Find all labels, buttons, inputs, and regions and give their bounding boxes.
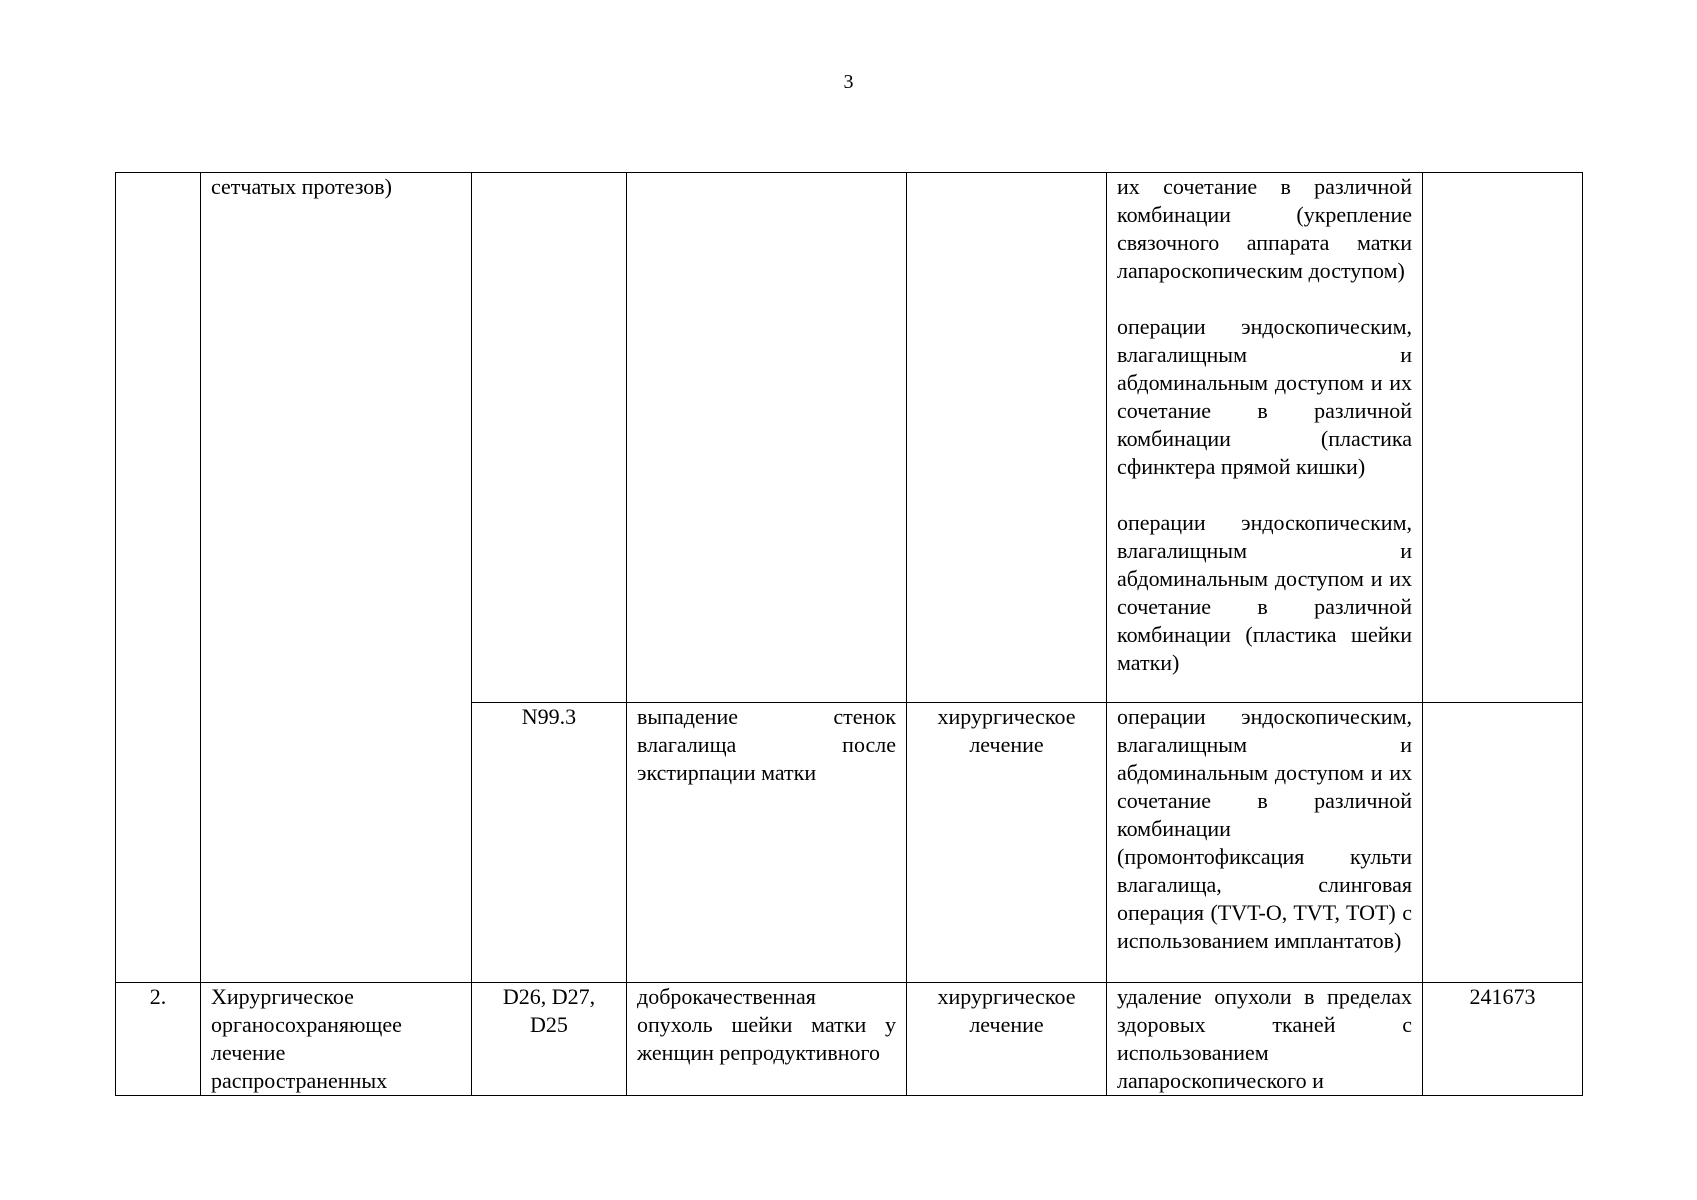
treatment-method-cell — [1107, 703, 1423, 983]
treatment-method-text: операции эндоскопическим, влагалищным и абдоминальным доступом и их сочетание в различной комбинации (пластика шейки матки) — [1117, 510, 1412, 675]
treatment-type-cell — [907, 983, 1107, 1096]
diagnosis-cell — [627, 173, 907, 703]
treatment-method-text: операции эндоскопическим, влагалищным и абдоминальным доступом и их сочетание в различной комбинации (промонтофиксация культи влагалища, слинговая операция (TVT-O, TVT, TOT) с использованием имплантатов) — [1117, 704, 1412, 953]
icd-code-text: N99.3 — [521, 704, 577, 729]
treatment-table — [115, 172, 1583, 1096]
profile-name-cell — [201, 983, 472, 1096]
treatment-method-text: операции эндоскопическим, влагалищным и абдоминальным доступом и их сочетание в различной комбинации (пластика сфинктера прямой кишки) — [1117, 314, 1412, 479]
profile-name-text: сетчатых протезов) — [211, 174, 392, 199]
row-number-text: 2. — [149, 984, 167, 1009]
treatment-type-cell — [907, 173, 1107, 703]
diagnosis-text: выпадение стенок влагалища после экстирпации матки — [637, 704, 896, 785]
cost-cell — [1423, 703, 1583, 983]
icd-code-cell — [472, 173, 627, 703]
treatment-type-cell — [907, 703, 1107, 983]
table-row — [116, 173, 1583, 703]
treatment-method-text: удаление опухоли в пределах здоровых тканей с использованием лапароскопического и — [1117, 984, 1412, 1093]
icd-code-text: D26, D27, D25 — [502, 984, 596, 1037]
row-number-cell — [116, 173, 201, 983]
treatment-type-text: хирургическое лечение — [937, 984, 1076, 1037]
treatment-method-cell — [1107, 983, 1423, 1096]
icd-code-cell — [472, 703, 627, 983]
profile-name-cell — [201, 173, 472, 983]
profile-name-text: Хирургическое органосохраняющее лечение распространенных — [211, 984, 402, 1093]
diagnosis-cell — [627, 983, 907, 1096]
cost-cell — [1423, 983, 1583, 1096]
page-number: 3 — [843, 71, 854, 93]
icd-code-cell — [472, 983, 627, 1096]
cost-cell — [1423, 173, 1583, 703]
treatment-type-text: хирургическое лечение — [937, 704, 1076, 757]
diagnosis-cell — [627, 703, 907, 983]
cost-text: 241673 — [1469, 984, 1536, 1009]
treatment-method-text: их сочетание в различной комбинации (укрепление связочного аппарата матки лапароскопическим доступом) — [1117, 174, 1412, 283]
diagnosis-text: доброкачественная опухоль шейки матки у женщин репродуктивного — [637, 984, 896, 1065]
table-row — [116, 983, 1583, 1096]
row-number-cell — [116, 983, 201, 1096]
treatment-method-cell — [1107, 173, 1423, 703]
